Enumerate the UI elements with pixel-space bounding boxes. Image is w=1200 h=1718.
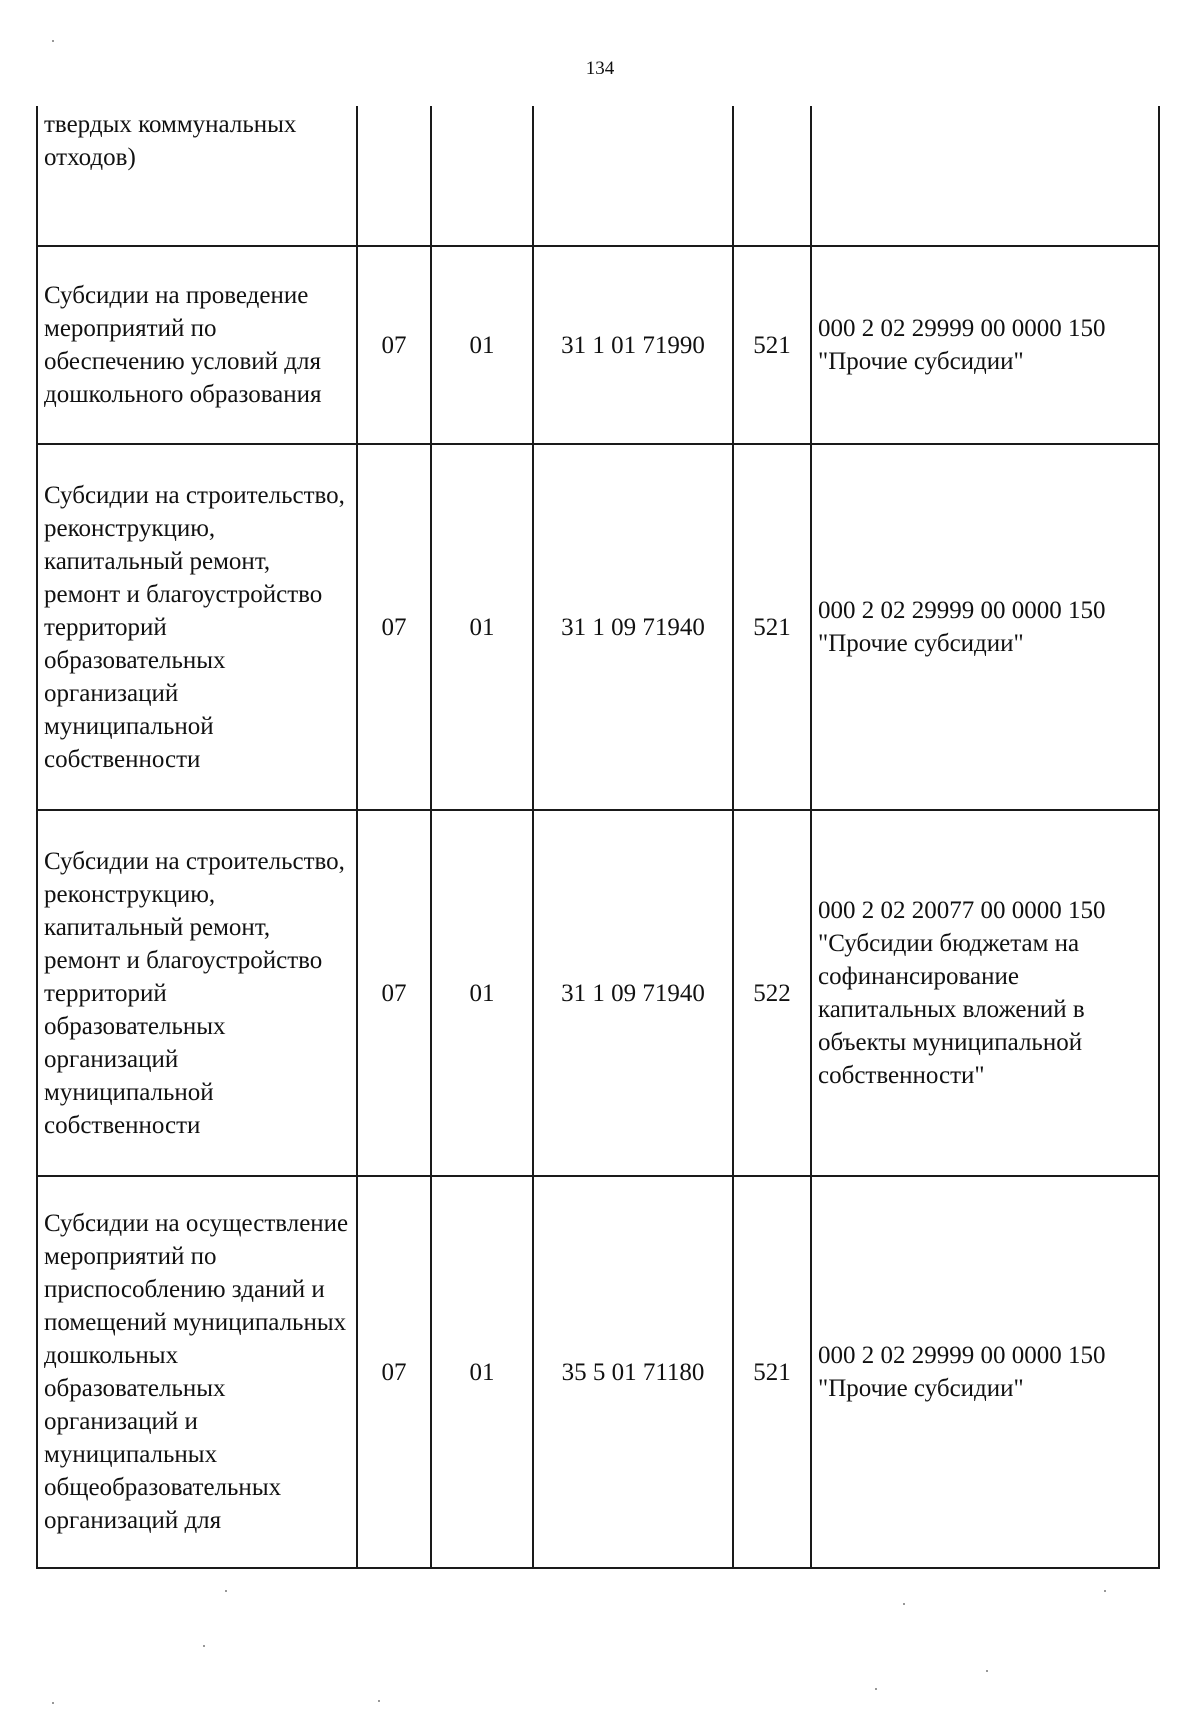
row-subsection: 01 bbox=[431, 1176, 533, 1568]
table-row bbox=[37, 106, 1159, 246]
table-row bbox=[37, 246, 1159, 444]
scan-speck bbox=[52, 1702, 54, 1704]
scan-speck bbox=[225, 1590, 227, 1592]
row-expense-type bbox=[733, 106, 811, 246]
scan-speck bbox=[1104, 1590, 1106, 1592]
row-subsection: 01 bbox=[431, 246, 533, 444]
row-subsection: 01 bbox=[431, 810, 533, 1176]
page-number: 134 bbox=[585, 58, 615, 79]
scan-speck bbox=[52, 40, 54, 42]
row-target-article: 31 1 09 71940 bbox=[533, 444, 733, 810]
row-revenue-source bbox=[811, 106, 1159, 246]
row-expense-type: 521 bbox=[733, 246, 811, 444]
row-subsection: 01 bbox=[431, 444, 533, 810]
row-revenue-source: 000 2 02 29999 00 0000 150 "Прочие субсидии" bbox=[811, 1176, 1159, 1568]
row-section: 07 bbox=[357, 444, 431, 810]
table-row bbox=[37, 1176, 1159, 1568]
table-row bbox=[37, 810, 1159, 1176]
row-name: Субсидии на строительство, реконструкцию, капитальный ремонт, ремонт и благоустройство территорий образовательных организаций муниципальной собственности bbox=[37, 444, 357, 810]
row-section bbox=[357, 106, 431, 246]
scan-speck bbox=[378, 1700, 380, 1702]
budget-table bbox=[36, 106, 1160, 1569]
table-row bbox=[37, 444, 1159, 810]
row-target-article bbox=[533, 106, 733, 246]
row-subsection bbox=[431, 106, 533, 246]
row-section: 07 bbox=[357, 810, 431, 1176]
row-expense-type: 522 bbox=[733, 810, 811, 1176]
row-name: Субсидии на осуществление мероприятий по приспособлению зданий и помещений муниципальных дошкольных образовательных организаций и муниципальных общеобразовательных организаций для bbox=[37, 1176, 357, 1568]
row-name: Субсидии на строительство, реконструкцию, капитальный ремонт, ремонт и благоустройство территорий образовательных организаций муниципальной собственности bbox=[37, 810, 357, 1176]
scan-speck bbox=[986, 1670, 988, 1672]
row-name: твердых коммунальных отходов) bbox=[37, 106, 357, 246]
row-expense-type: 521 bbox=[733, 1176, 811, 1568]
row-name: Субсидии на проведение мероприятий по обеспечению условий для дошкольного образования bbox=[37, 246, 357, 444]
scan-speck bbox=[875, 1688, 877, 1690]
row-revenue-source: 000 2 02 29999 00 0000 150 "Прочие субсидии" bbox=[811, 246, 1159, 444]
row-section: 07 bbox=[357, 246, 431, 444]
scan-speck bbox=[203, 1645, 205, 1647]
row-target-article: 35 5 01 71180 bbox=[533, 1176, 733, 1568]
row-section: 07 bbox=[357, 1176, 431, 1568]
scan-speck bbox=[903, 1603, 905, 1605]
row-target-article: 31 1 09 71940 bbox=[533, 810, 733, 1176]
row-revenue-source: 000 2 02 29999 00 0000 150 "Прочие субсидии" bbox=[811, 444, 1159, 810]
row-revenue-source: 000 2 02 20077 00 0000 150 "Субсидии бюджетам на софинансирование капитальных вложений в объекты муниципальной собственности" bbox=[811, 810, 1159, 1176]
row-target-article: 31 1 01 71990 bbox=[533, 246, 733, 444]
row-expense-type: 521 bbox=[733, 444, 811, 810]
